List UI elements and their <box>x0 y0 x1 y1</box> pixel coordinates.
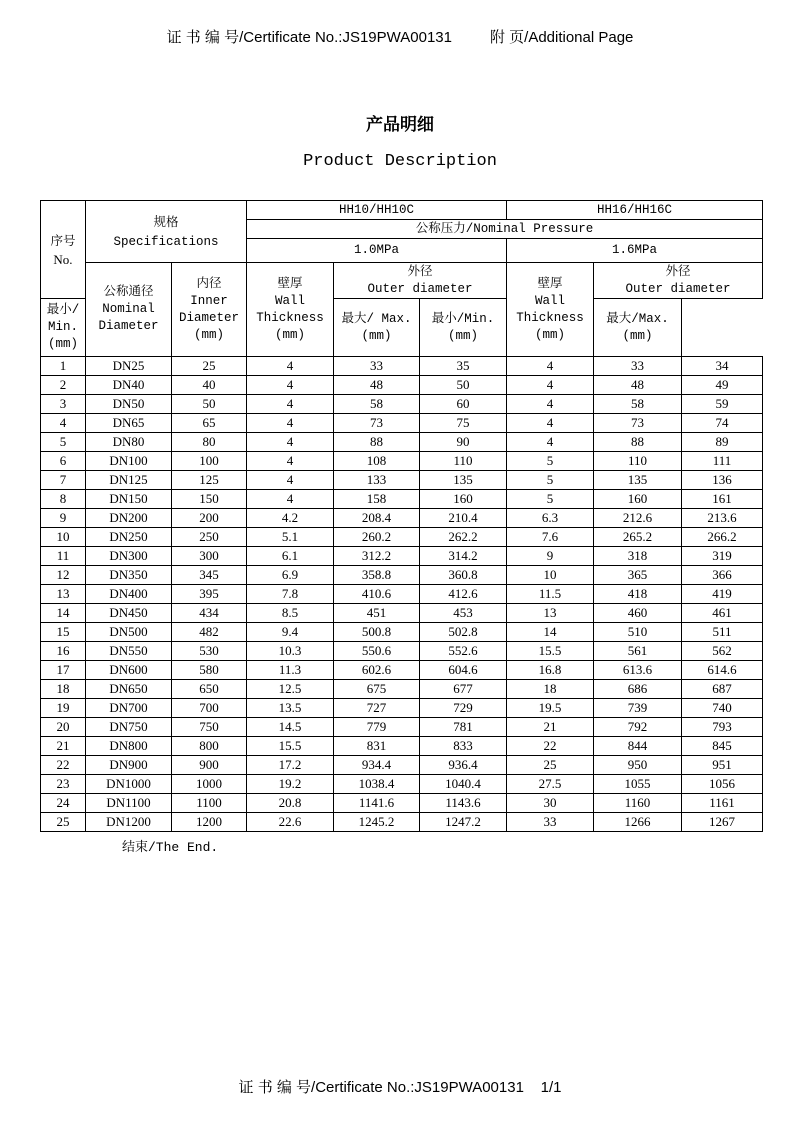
table-cell: 410.6 <box>334 585 420 604</box>
table-cell: 17.2 <box>247 756 334 775</box>
table-cell: 460 <box>594 604 682 623</box>
max-a-header: 最大/ Max. (mm) <box>334 299 420 357</box>
table-cell: 208.4 <box>334 509 420 528</box>
table-cell: 739 <box>594 699 682 718</box>
table-cell: 451 <box>334 604 420 623</box>
page-title-en: Product Description <box>303 152 497 171</box>
table-cell: 4 <box>247 490 334 509</box>
table-cell: 613.6 <box>594 661 682 680</box>
table-cell: DN150 <box>86 490 172 509</box>
table-cell: 14 <box>507 623 594 642</box>
table-cell: 419 <box>682 585 763 604</box>
table-cell: 74 <box>682 414 763 433</box>
table-cell: 6.1 <box>247 547 334 566</box>
table-cell: DN250 <box>86 528 172 547</box>
table-cell: DN80 <box>86 433 172 452</box>
table-cell: 5 <box>507 471 594 490</box>
table-cell: DN1100 <box>86 794 172 813</box>
table-cell: 4.2 <box>247 509 334 528</box>
table-cell: 73 <box>594 414 682 433</box>
table-cell: 793 <box>682 718 763 737</box>
table-cell: 49 <box>682 376 763 395</box>
table-cell: 48 <box>594 376 682 395</box>
table-cell: 158 <box>334 490 420 509</box>
table-cell: 50 <box>172 395 247 414</box>
table-cell: 7.8 <box>247 585 334 604</box>
table-cell: 580 <box>172 661 247 680</box>
table-cell: 319 <box>682 547 763 566</box>
table-cell: 35 <box>420 357 507 376</box>
table-cell: 6.3 <box>507 509 594 528</box>
table-cell: DN700 <box>86 699 172 718</box>
table-cell: 530 <box>172 642 247 661</box>
table-cell: 453 <box>420 604 507 623</box>
min-b-header: 最小/Min. (mm) <box>420 299 507 357</box>
table-cell: DN550 <box>86 642 172 661</box>
table-cell: 14.5 <box>247 718 334 737</box>
table-cell: DN200 <box>86 509 172 528</box>
table-cell: 5 <box>507 452 594 471</box>
table-cell: 365 <box>594 566 682 585</box>
table-cell: 4 <box>41 414 86 433</box>
table-cell: 9.4 <box>247 623 334 642</box>
table-cell: DN750 <box>86 718 172 737</box>
table-cell: DN125 <box>86 471 172 490</box>
table-cell: 200 <box>172 509 247 528</box>
table-cell: 16.8 <box>507 661 594 680</box>
table-cell: 23 <box>41 775 86 794</box>
table-cell: 7 <box>41 471 86 490</box>
product-table <box>40 200 763 832</box>
min-a-header: 最小/ Min. (mm) <box>41 299 86 357</box>
table-body <box>41 357 763 832</box>
table-cell: 4 <box>507 395 594 414</box>
table-cell: 213.6 <box>682 509 763 528</box>
end-note: 结束/The End. <box>122 840 219 855</box>
table-cell: 677 <box>420 680 507 699</box>
table-cell: 262.2 <box>420 528 507 547</box>
table-cell: 4 <box>247 471 334 490</box>
table-cell: 482 <box>172 623 247 642</box>
outer-diameter-b-header: 外径 Outer diameter <box>594 263 763 299</box>
wall-thickness-a-header: 壁厚 Wall Thickness (mm) <box>247 263 334 357</box>
table-cell: 125 <box>172 471 247 490</box>
table-cell: 314.2 <box>420 547 507 566</box>
table-cell: 650 <box>172 680 247 699</box>
table-cell: 845 <box>682 737 763 756</box>
table-cell: DN450 <box>86 604 172 623</box>
table-cell: 135 <box>420 471 507 490</box>
table-cell: 4 <box>247 414 334 433</box>
table-cell: DN50 <box>86 395 172 414</box>
table-cell: 210.4 <box>420 509 507 528</box>
table-cell: 108 <box>334 452 420 471</box>
table-cell: 4 <box>507 357 594 376</box>
table-cell: 500.8 <box>334 623 420 642</box>
table-cell: DN600 <box>86 661 172 680</box>
table-cell: 1200 <box>172 813 247 832</box>
table-cell: 602.6 <box>334 661 420 680</box>
table-cell: 562 <box>682 642 763 661</box>
table-cell: 936.4 <box>420 756 507 775</box>
table-cell: 6 <box>41 452 86 471</box>
table-cell: 740 <box>682 699 763 718</box>
table-row <box>41 680 763 699</box>
max-b-header: 最大/Max. (mm) <box>594 299 682 357</box>
table-cell: 1100 <box>172 794 247 813</box>
table-cell: 136 <box>682 471 763 490</box>
table-row <box>41 452 763 471</box>
table-cell: 800 <box>172 737 247 756</box>
table-cell: 260.2 <box>334 528 420 547</box>
table-cell: 266.2 <box>682 528 763 547</box>
table-cell: 5 <box>507 490 594 509</box>
table-cell: 212.6 <box>594 509 682 528</box>
table-cell: 1161 <box>682 794 763 813</box>
table-cell: 11.3 <box>247 661 334 680</box>
table-row <box>41 395 763 414</box>
table-cell: 461 <box>682 604 763 623</box>
table-cell: 5 <box>41 433 86 452</box>
table-cell: 4 <box>507 376 594 395</box>
table-row <box>41 585 763 604</box>
table-cell: 511 <box>682 623 763 642</box>
table-cell: DN650 <box>86 680 172 699</box>
table-cell: 412.6 <box>420 585 507 604</box>
table-cell: 781 <box>420 718 507 737</box>
table-cell: 1266 <box>594 813 682 832</box>
table-row <box>41 376 763 395</box>
table-cell: 58 <box>334 395 420 414</box>
table-cell: 75 <box>420 414 507 433</box>
table-cell: 161 <box>682 490 763 509</box>
table-cell: 700 <box>172 699 247 718</box>
table-cell: 59 <box>682 395 763 414</box>
table-cell: 13 <box>41 585 86 604</box>
table-cell: 13 <box>507 604 594 623</box>
table-cell: 831 <box>334 737 420 756</box>
additional-page-label: 附 页/Additional Page <box>489 29 634 46</box>
table-row <box>41 642 763 661</box>
page-footer: 证 书 编 号/Certificate No.:JS19PWA00131 1/1 <box>238 1079 562 1096</box>
table-cell: 17 <box>41 661 86 680</box>
table-cell: 22 <box>41 756 86 775</box>
table-cell: 50 <box>420 376 507 395</box>
table-cell: 552.6 <box>420 642 507 661</box>
table-cell: 30 <box>507 794 594 813</box>
table-cell: 19 <box>41 699 86 718</box>
table-cell: 300 <box>172 547 247 566</box>
table-cell: DN800 <box>86 737 172 756</box>
table-cell: 418 <box>594 585 682 604</box>
table-row <box>41 756 763 775</box>
table-cell: 100 <box>172 452 247 471</box>
table-cell: 1 <box>41 357 86 376</box>
table-cell: 900 <box>172 756 247 775</box>
table-row <box>41 547 763 566</box>
seq-header: 序号 No. <box>41 201 86 299</box>
table-cell: 1247.2 <box>420 813 507 832</box>
table-cell: 160 <box>420 490 507 509</box>
table-cell: 3 <box>41 395 86 414</box>
table-cell: 21 <box>507 718 594 737</box>
table-cell: 110 <box>594 452 682 471</box>
table-cell: DN40 <box>86 376 172 395</box>
table-cell: 4 <box>247 357 334 376</box>
table-cell: DN300 <box>86 547 172 566</box>
table-cell: 4 <box>507 433 594 452</box>
table-cell: 14 <box>41 604 86 623</box>
table-cell: 88 <box>334 433 420 452</box>
pressure-b-header: 1.6MPa <box>507 239 763 263</box>
table-cell: 89 <box>682 433 763 452</box>
table-cell: 4 <box>247 433 334 452</box>
table-cell: 13.5 <box>247 699 334 718</box>
table-row <box>41 471 763 490</box>
table-cell: DN25 <box>86 357 172 376</box>
table-cell: 110 <box>420 452 507 471</box>
table-cell: 318 <box>594 547 682 566</box>
table-cell: 11 <box>41 547 86 566</box>
table-cell: 10 <box>507 566 594 585</box>
table-cell: DN500 <box>86 623 172 642</box>
table-row <box>41 490 763 509</box>
table-cell: 614.6 <box>682 661 763 680</box>
nominal-diameter-header: 公称通径 Nominal Diameter <box>86 263 172 357</box>
table-row <box>41 775 763 794</box>
certificate-number: 证 书 编 号/Certificate No.:JS19PWA00131 <box>166 29 452 46</box>
table-row <box>41 528 763 547</box>
table-cell: 40 <box>172 376 247 395</box>
table-cell: 19.2 <box>247 775 334 794</box>
table-cell: 8.5 <box>247 604 334 623</box>
table-cell: 312.2 <box>334 547 420 566</box>
table-cell: 25 <box>172 357 247 376</box>
table-cell: 510 <box>594 623 682 642</box>
table-cell: 48 <box>334 376 420 395</box>
table-cell: 561 <box>594 642 682 661</box>
table-cell: 15.5 <box>247 737 334 756</box>
table-row <box>41 813 763 832</box>
table-row <box>41 699 763 718</box>
table-cell: 250 <box>172 528 247 547</box>
table-cell: 25 <box>41 813 86 832</box>
table-cell: 434 <box>172 604 247 623</box>
table-cell: 4 <box>247 452 334 471</box>
table-row <box>41 433 763 452</box>
table-cell: 24 <box>41 794 86 813</box>
table-cell: 502.8 <box>420 623 507 642</box>
table-cell: 12.5 <box>247 680 334 699</box>
table-cell: 1141.6 <box>334 794 420 813</box>
table-cell: 19.5 <box>507 699 594 718</box>
pressure-a-header: 1.0MPa <box>247 239 507 263</box>
spec-header: 规格 Specifications <box>86 201 247 263</box>
table-cell: 33 <box>594 357 682 376</box>
table-cell: 88 <box>594 433 682 452</box>
table-cell: DN400 <box>86 585 172 604</box>
table-row <box>41 509 763 528</box>
table-cell: 4 <box>247 395 334 414</box>
table-cell: 90 <box>420 433 507 452</box>
table-cell: 345 <box>172 566 247 585</box>
model-a-header: HH10/HH10C <box>247 201 507 220</box>
table-row <box>41 414 763 433</box>
table-cell: 18 <box>41 680 86 699</box>
table-cell: 25 <box>507 756 594 775</box>
table-row <box>41 661 763 680</box>
table-cell: 950 <box>594 756 682 775</box>
inner-diameter-header: 内径 Inner Diameter (mm) <box>172 263 247 357</box>
table-cell: 1038.4 <box>334 775 420 794</box>
table-cell: DN1000 <box>86 775 172 794</box>
table-row <box>41 623 763 642</box>
wall-thickness-b-header: 壁厚 Wall Thickness (mm) <box>507 263 594 357</box>
table-cell: 604.6 <box>420 661 507 680</box>
table-row <box>41 794 763 813</box>
table-cell: 60 <box>420 395 507 414</box>
table-cell: 750 <box>172 718 247 737</box>
table-cell: 686 <box>594 680 682 699</box>
table-cell: 10.3 <box>247 642 334 661</box>
table-cell: 844 <box>594 737 682 756</box>
table-cell: 4 <box>247 376 334 395</box>
table-cell: DN900 <box>86 756 172 775</box>
table-cell: 12 <box>41 566 86 585</box>
table-cell: 80 <box>172 433 247 452</box>
nominal-pressure-header: 公称压力/Nominal Pressure <box>247 220 763 239</box>
table-cell: 5.1 <box>247 528 334 547</box>
table-cell: 729 <box>420 699 507 718</box>
table-cell: 58 <box>594 395 682 414</box>
table-cell: 15.5 <box>507 642 594 661</box>
page-header <box>0 26 800 47</box>
table-cell: 9 <box>41 509 86 528</box>
table-cell: 15 <box>41 623 86 642</box>
table-cell: 27.5 <box>507 775 594 794</box>
table-cell: 33 <box>334 357 420 376</box>
table-cell: 133 <box>334 471 420 490</box>
table-cell: 8 <box>41 490 86 509</box>
table-cell: 20 <box>41 718 86 737</box>
table-row <box>41 604 763 623</box>
table-cell: 6.9 <box>247 566 334 585</box>
table-cell: 11.5 <box>507 585 594 604</box>
table-cell: 1267 <box>682 813 763 832</box>
table-cell: 135 <box>594 471 682 490</box>
table-cell: 360.8 <box>420 566 507 585</box>
table-cell: 9 <box>507 547 594 566</box>
table-row <box>41 357 763 376</box>
table-cell: 111 <box>682 452 763 471</box>
table-cell: 779 <box>334 718 420 737</box>
table-cell: 792 <box>594 718 682 737</box>
table-row <box>41 566 763 585</box>
table-cell: 22 <box>507 737 594 756</box>
table-cell: DN350 <box>86 566 172 585</box>
table-cell: 1000 <box>172 775 247 794</box>
table-cell: 160 <box>594 490 682 509</box>
table-cell: 7.6 <box>507 528 594 547</box>
table-cell: 16 <box>41 642 86 661</box>
table-cell: 1040.4 <box>420 775 507 794</box>
table-cell: 2 <box>41 376 86 395</box>
table-cell: 1143.6 <box>420 794 507 813</box>
table-cell: 358.8 <box>334 566 420 585</box>
table-cell: 1055 <box>594 775 682 794</box>
table-cell: 22.6 <box>247 813 334 832</box>
table-cell: 366 <box>682 566 763 585</box>
table-cell: 10 <box>41 528 86 547</box>
table-cell: DN65 <box>86 414 172 433</box>
table-row <box>41 718 763 737</box>
table-cell: 4 <box>507 414 594 433</box>
table-cell: 934.4 <box>334 756 420 775</box>
table-cell: 20.8 <box>247 794 334 813</box>
table-row <box>41 737 763 756</box>
table-cell: 675 <box>334 680 420 699</box>
table-cell: 65 <box>172 414 247 433</box>
table-cell: 1245.2 <box>334 813 420 832</box>
outer-diameter-a-header: 外径 Outer diameter <box>334 263 507 299</box>
table-cell: 833 <box>420 737 507 756</box>
table-cell: 1056 <box>682 775 763 794</box>
table-cell: 395 <box>172 585 247 604</box>
page-title-cn: 产品明细 <box>366 115 434 135</box>
table-cell: 34 <box>682 357 763 376</box>
table-cell: DN100 <box>86 452 172 471</box>
table-cell: 18 <box>507 680 594 699</box>
model-b-header: HH16/HH16C <box>507 201 763 220</box>
table-cell: 687 <box>682 680 763 699</box>
table-cell: 550.6 <box>334 642 420 661</box>
table-cell: 1160 <box>594 794 682 813</box>
table-cell: 150 <box>172 490 247 509</box>
table-cell: 951 <box>682 756 763 775</box>
table-cell: 73 <box>334 414 420 433</box>
table-cell: 33 <box>507 813 594 832</box>
table-cell: 21 <box>41 737 86 756</box>
table-cell: 727 <box>334 699 420 718</box>
table-cell: DN1200 <box>86 813 172 832</box>
table-cell: 265.2 <box>594 528 682 547</box>
